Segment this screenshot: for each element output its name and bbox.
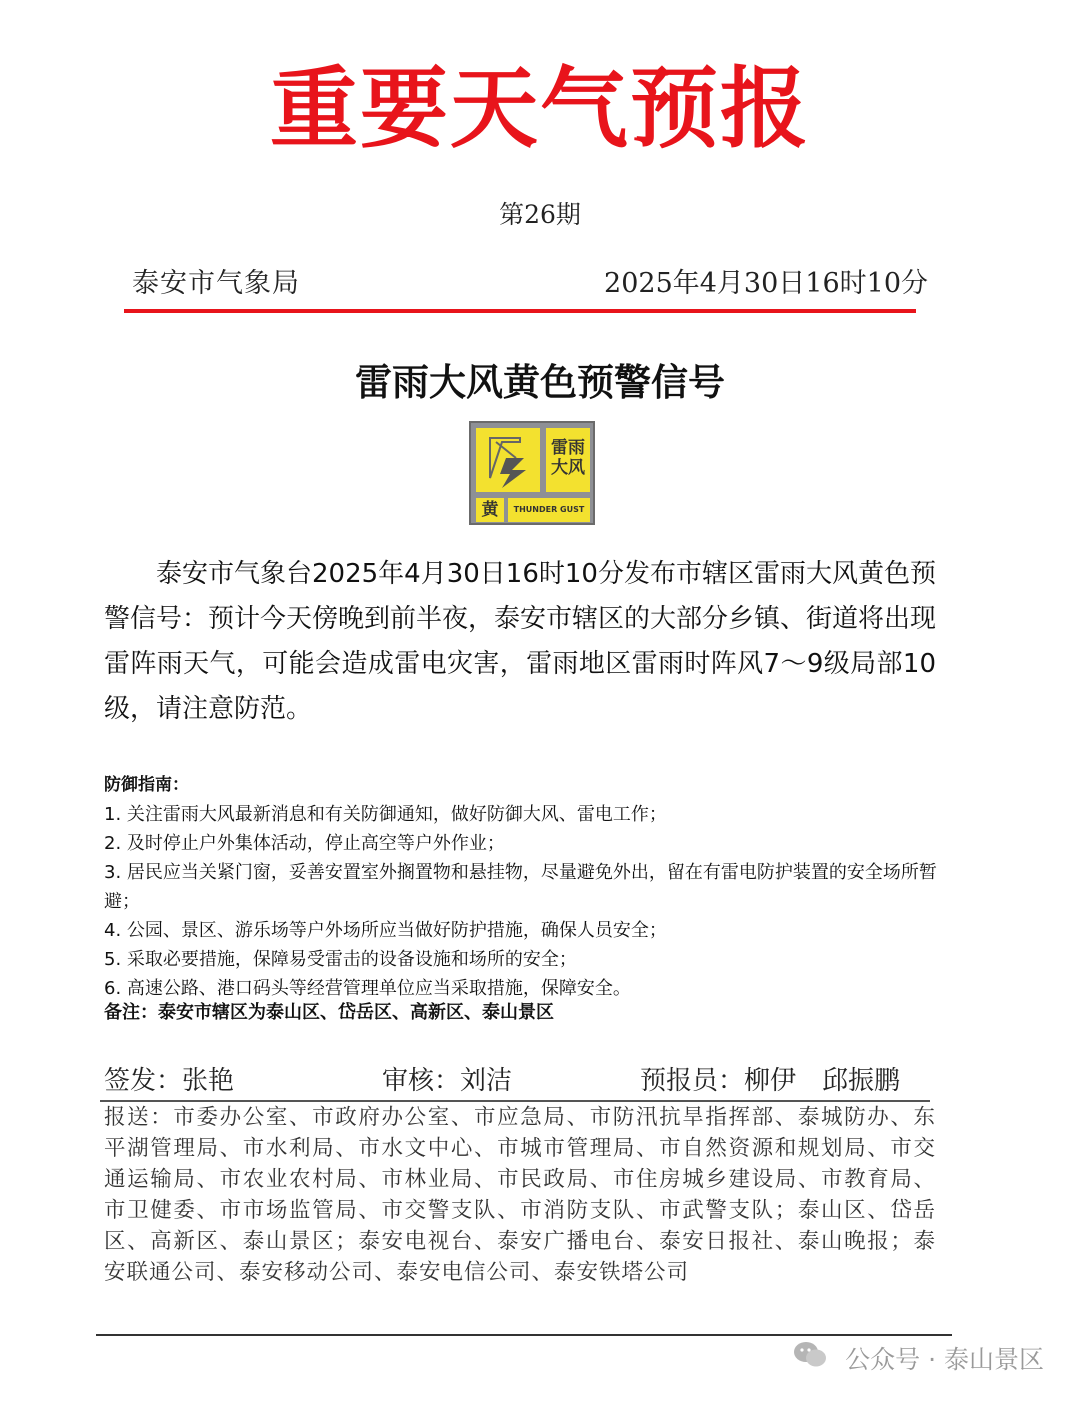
thunder-gust-yellow-signal-icon [469,421,595,525]
signal-right-text: 雷雨大风 [546,428,590,492]
signal-english-text: THUNDER GUST [508,498,590,522]
issuer: 签发：张艳 [104,1066,235,1096]
signoff-row [104,1062,934,1102]
recipients: 报送：市委办公室、市政府办公室、市应急局、市防汛抗旱指挥部、泰城防办、东平湖管理局、市水利局、市水文中心、市城市管理局、市自然资源和规划局、市交通运输局、市农业农村局、市林业局、市民政局、市住房城乡建设局、市教育局、市卫健委、市市场监管局、市交警支队、市消防支队、市武警支队；泰山区、岱岳区、高新区、泰山景区；泰安电视台、泰安广播电台、泰安日报社、泰山晚报；泰安联通公司、泰安移动公司、泰安电信公司、泰安铁塔公司 [104,1105,936,1285]
signal-level-text: 黄 [476,498,504,522]
header-divider [124,309,916,313]
issuing-agency: 泰安市气象局 [132,268,300,299]
watermark-text: 公众号 · 泰山景区 [845,1345,1044,1374]
issue-number: 第26期 [499,200,581,229]
reviewer: 审核：刘洁 [382,1066,513,1096]
watermark [793,1340,1044,1380]
guide-item: 1. 关注雷雨大风最新消息和有关防御通知，做好防御大风、雷电工作； [104,804,667,825]
note: 备注：泰安市辖区为泰山区、岱岳区、高新区、泰山景区 [104,1002,554,1023]
body-paragraph-text: 泰安市气象台2025年4月30日16时10分发布市辖区雷雨大风黄色预警信号：预计今天傍晚到前半夜，泰安市辖区的大部分乡镇、街道将出现雷阵雨天气，可能会造成雷电灾害，雷雨地区雷雨时阵风7～9级局部10级，请注意防范。 [104,559,937,724]
guide-item: 2. 及时停止户外集体活动，停止高空等户外作业； [104,833,505,854]
forecaster: 预报员：柳伊 邱振鹏 [640,1066,901,1096]
guide-item: 5. 采取必要措施，保障易受雷击的设备设施和场所的安全； [104,949,577,970]
lightning-icon [476,428,540,492]
footer-divider [96,1334,952,1336]
guide-heading: 防御指南： [104,775,189,795]
guide-item: 6. 高速公路、港口码头等经营管理单位应当采取措施，保障安全。 [104,978,631,999]
body-paragraph [104,552,936,732]
wechat-icon [793,1341,827,1381]
guide-item: 3. 居民应当关紧门窗，妥善安置室外搁置物和悬挂物，尽量避免外出，留在有雷电防护装置的安全场所暂避； [104,862,937,912]
warning-title: 雷雨大风黄色预警信号 [355,360,725,404]
issue-datetime: 2025年4月30日16时10分 [604,268,928,299]
masthead-title: 重要天气预报 [269,56,810,160]
guide-item: 4. 公园、景区、游乐场等户外场所应当做好防护措施，确保人员安全； [104,920,667,941]
guide-list [104,800,944,1003]
